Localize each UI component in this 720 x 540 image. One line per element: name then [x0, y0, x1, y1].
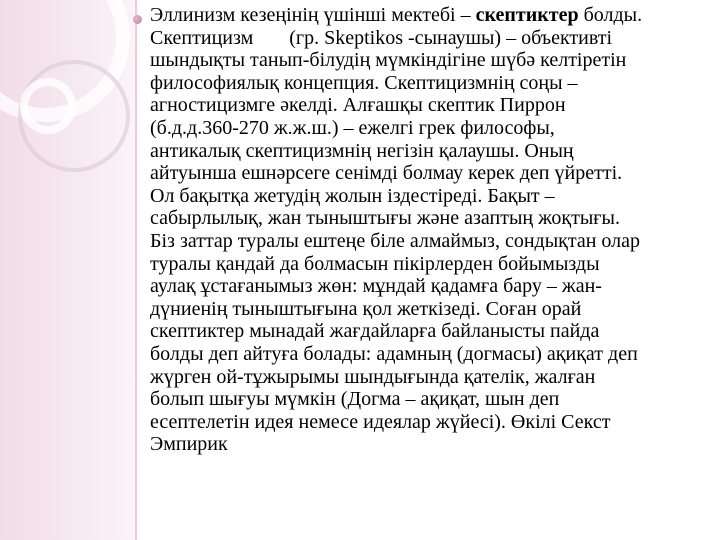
- text-line: туралы қандай да болмасын пікірлерден бойымызды: [150, 252, 600, 275]
- text-line: Біз заттар туралы ештеңе біле алмаймыз, сондықтан олар: [150, 229, 641, 252]
- term-scepticism: Скептицизм: [150, 26, 254, 49]
- bold-term: скептиктер: [475, 4, 579, 26]
- text-line: [150, 27, 710, 50]
- text-line: айтуынша ешнәрсеге сенімді болмау керек деп үйретті.: [150, 162, 623, 185]
- text-line: сабырлылық, жан тыныштығы және азаптың жоқтығы.: [150, 207, 620, 230]
- slide-body-text: [150, 4, 710, 456]
- term-definition: (гр. Skeptikos -сынаушы) – объективті: [289, 26, 613, 49]
- text-line: агностицизмге әкелді. Алғашқы скептик Пиррон: [150, 94, 566, 117]
- side-decoration: [0, 0, 138, 540]
- text-line: антикалық скептицизмнің негізін қалаушы. Оның: [150, 139, 574, 162]
- text-line: дүниенің тыныштығына қол жеткізеді. Соған орай: [150, 297, 582, 320]
- intro-end: болды.: [578, 4, 643, 26]
- text-line: скептиктер мынадай жағдайларға байланысты пайда: [150, 320, 600, 343]
- text-line: аулақ ұстағанымыз жөн: мұндай қадамға бару – жан-: [150, 275, 602, 298]
- intro-text: Эллинизм кезеңінің үшінші мектебі –: [150, 4, 476, 26]
- bullet-icon: [133, 15, 142, 24]
- text-line: жүрген ой-тұжырымы шындығында қателік, жалған: [150, 365, 596, 388]
- text-line: шындықты танып-білудің мүмкіндігіне шүбә келтіретін: [150, 49, 627, 72]
- text-line: болып шығуы мүмкін (Догма – ақиқат, шын деп: [150, 388, 560, 411]
- text-line: [150, 4, 710, 27]
- divider-line: [135, 0, 137, 540]
- text-line: болды деп айтуға болады: адамның (догмасы) ақиқат деп: [150, 342, 638, 365]
- text-line: философиялық концепция. Скептицизмнің соңы –: [150, 71, 578, 94]
- text-line: есептелетін идея немесе идеялар жүйесі). Өкілі Секст: [150, 410, 611, 433]
- text-line: (б.д.д.360-270 ж.ж.ш.) – ежелгі грек философы,: [150, 116, 555, 139]
- text-line: Эмпирик: [150, 433, 228, 456]
- text-line: Ол бақытқа жетудің жолын іздестіреді. Бақыт –: [150, 184, 555, 207]
- decorative-ring: [20, 78, 76, 134]
